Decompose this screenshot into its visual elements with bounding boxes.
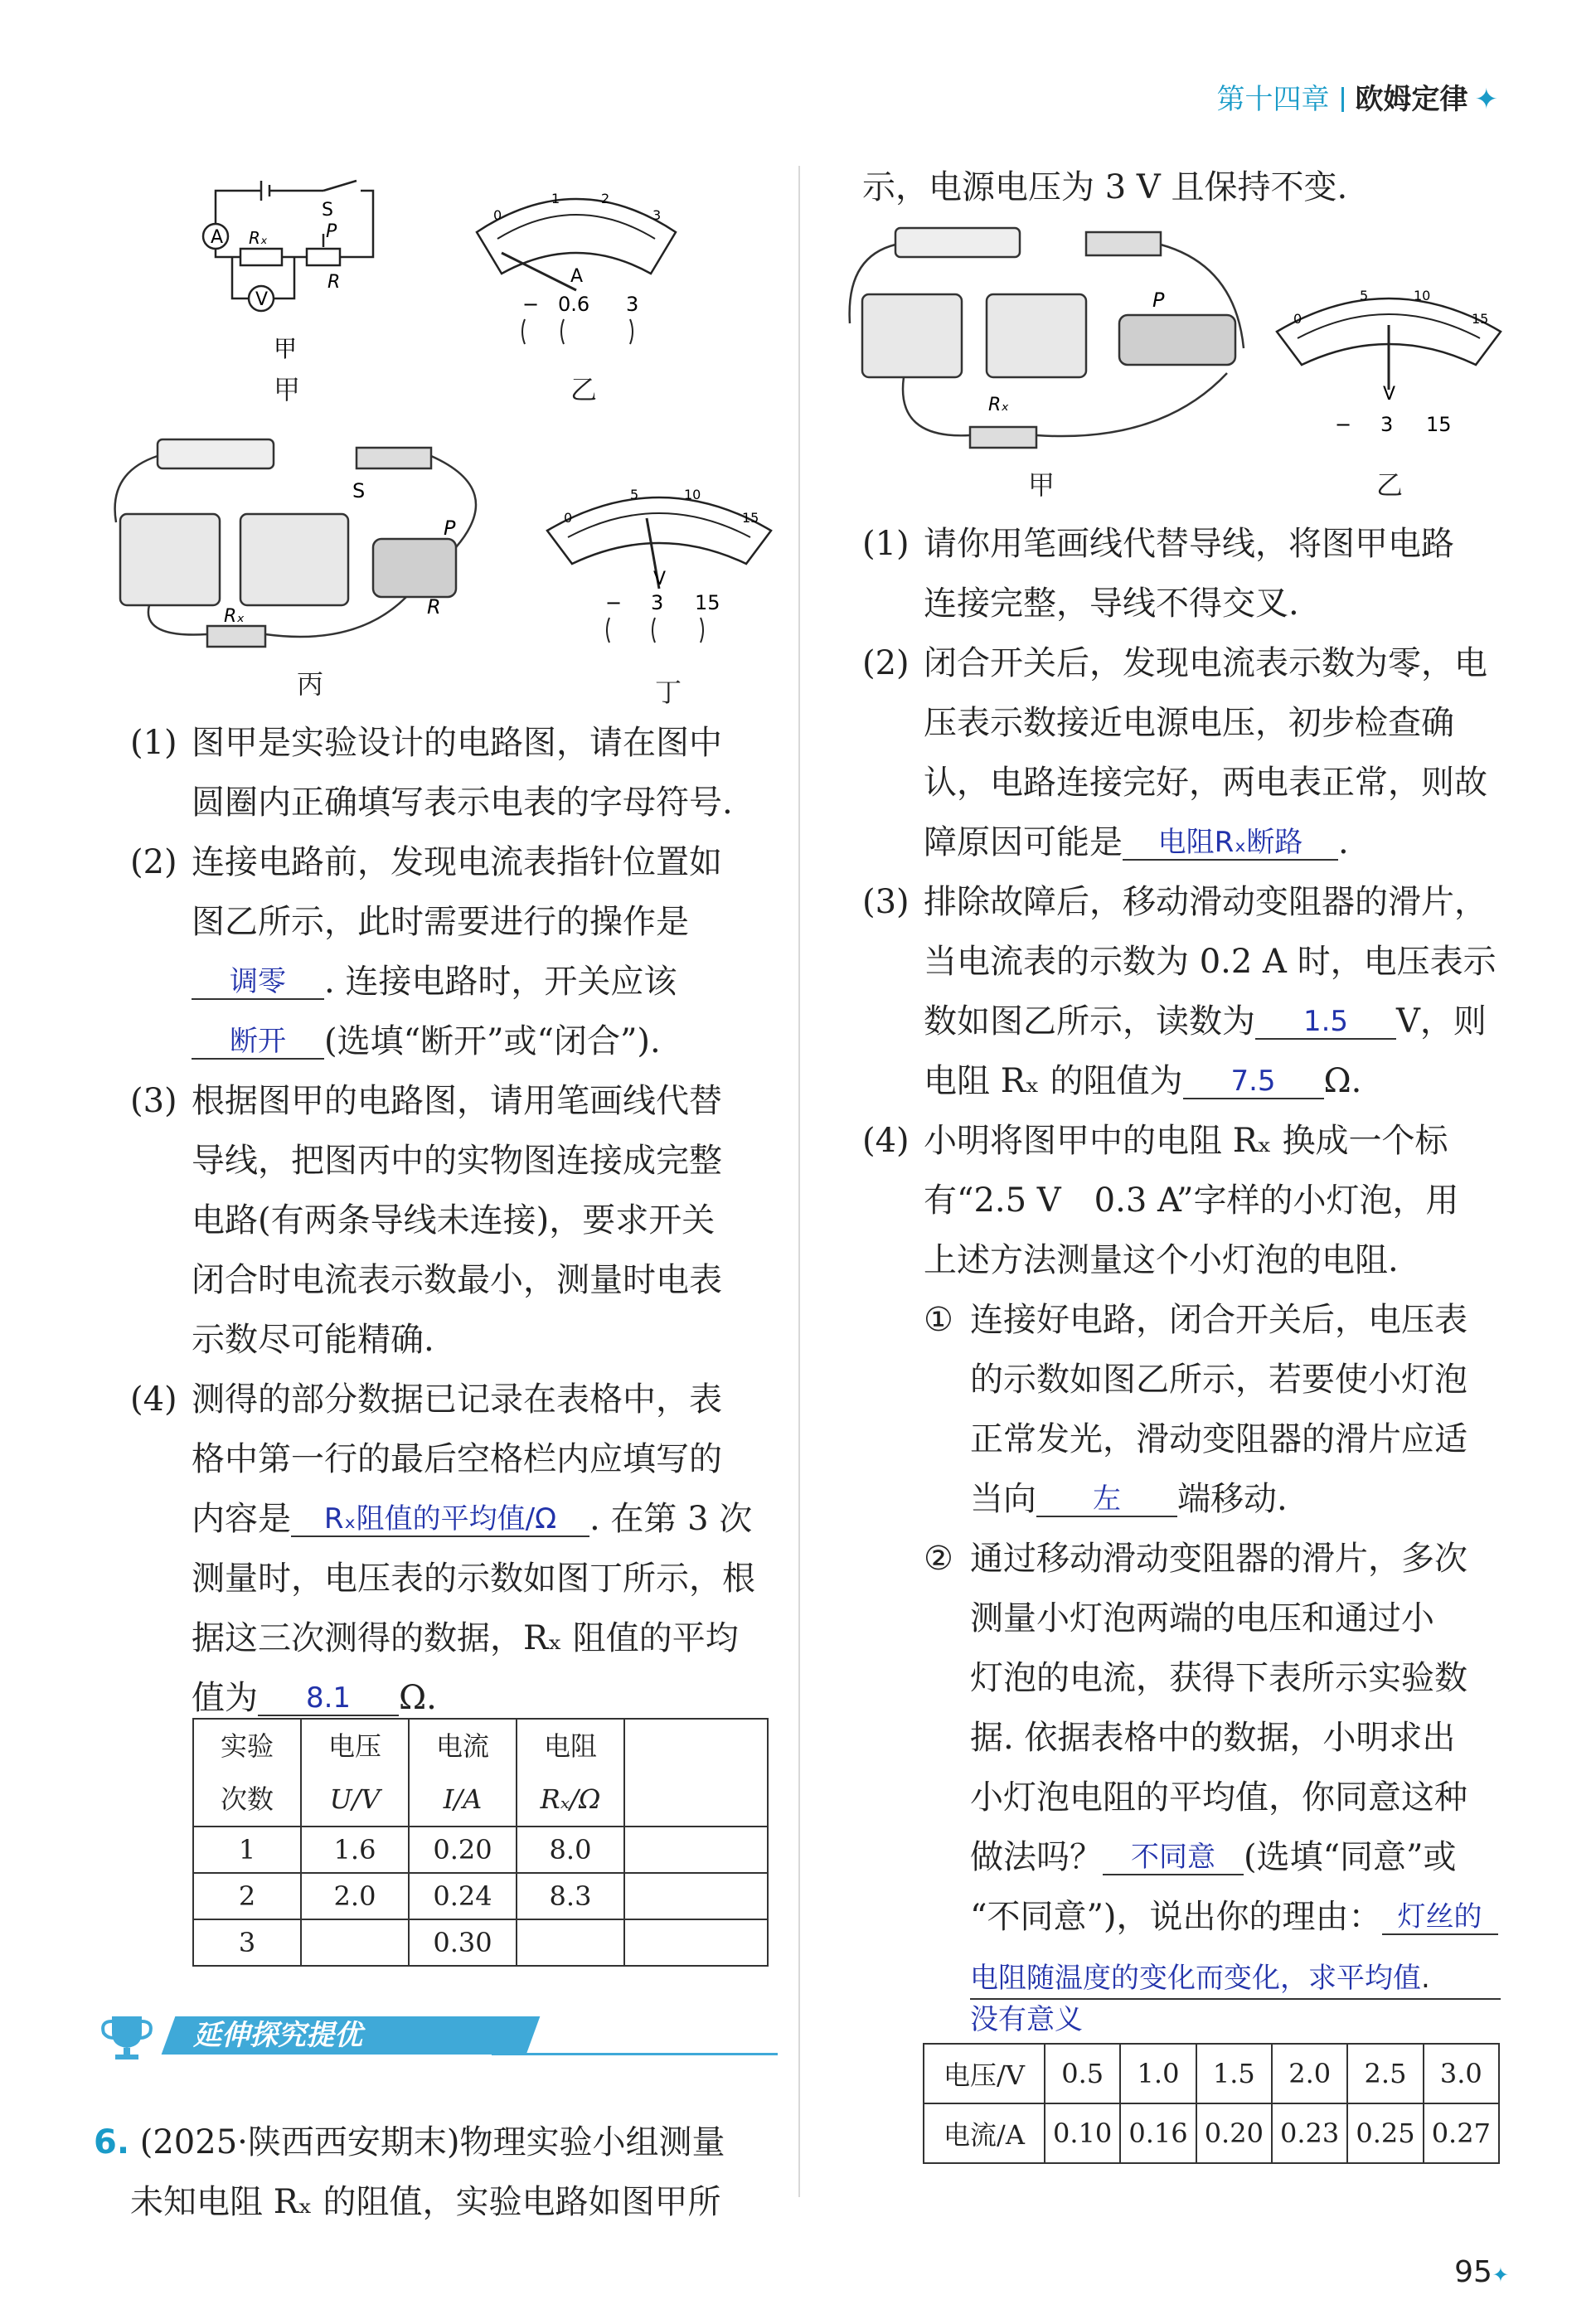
svg-text:0.6: 0.6 bbox=[558, 293, 590, 316]
svg-text:10: 10 bbox=[684, 487, 701, 502]
right-intro: 示，电源电压为 3 V 且保持不变. bbox=[862, 168, 1348, 206]
left-q4: (4) 测得的部分数据已记录在表格中，表 格中第一行的最后空格栏内应填写的 内容是 Rₓ阻值的平均值/Ω . 在第 3 次 测量时，电压表的示数如图丁所示，根 据这三次测得的数据，Rₓ 阻值的平均 值为 8.1 Ω. bbox=[130, 1380, 755, 1717]
table-row: 电压/V 0.5 1.0 1.5 2.0 2.5 3.0 bbox=[924, 2044, 1499, 2103]
sparkle-icon: ✦ bbox=[1474, 83, 1498, 116]
figure-q6-apparatus bbox=[846, 216, 1293, 464]
svg-text:15: 15 bbox=[1426, 413, 1452, 436]
table-row: 电流/A 0.10 0.16 0.20 0.23 0.25 0.27 bbox=[924, 2103, 1499, 2163]
svg-text:15: 15 bbox=[742, 510, 759, 526]
bing-s-label: S bbox=[352, 479, 366, 502]
caption-ding: 丁 bbox=[655, 677, 682, 708]
question-6: 6. (2025·陕西西安期末)物理实验小组测量 未知电阻 Rₓ 的阻值，实验电路如图甲所 bbox=[94, 2123, 725, 2221]
svg-text:3: 3 bbox=[651, 591, 664, 614]
yi-unit-label: A bbox=[570, 266, 584, 287]
chapter-header bbox=[1217, 76, 1499, 117]
caption-bing: 丙 bbox=[297, 668, 324, 700]
svg-text:15: 15 bbox=[1472, 311, 1489, 327]
column-divider bbox=[798, 166, 800, 2197]
svg-text:1: 1 bbox=[551, 191, 560, 206]
right-q4-sub2: ② 通过移动滑动变阻器的滑片，多次 测量小灯泡两端的电压和通过小 灯泡的电流，获得下表所示实验数 据. 依据表格中的数据，小明求出 小灯泡电阻的平均值，你同意这种 做法吗？ 不同意 (选填“同意”或 “不同意”)，说出你的理由： 灯丝的 bbox=[924, 1529, 1554, 1947]
answer-blank[interactable]: 断开 bbox=[192, 1025, 324, 1060]
sparkle-icon: ✦ bbox=[1492, 2263, 1509, 2287]
answer-blank[interactable]: 电阻Rₓ断路 bbox=[1123, 826, 1338, 861]
left-data-table: 实验 次数 电压 U/V 电流 I/A 电阻 Rₓ/Ω 1 1.6 0.20 8.0 2 2.0 0.24 8.3 3 0.30 bbox=[192, 1718, 769, 1967]
right-q3: (3) 排除故障后，移动滑动变阻器的滑片， 当电流表的示数为 0.2 A 时，电压表示 数如图乙所示，读数为 1.5 V，则 电阻 Rₓ 的阻值为 7.5 Ω. bbox=[862, 883, 1497, 1100]
jia-p-label: P bbox=[326, 221, 337, 242]
section-banner bbox=[94, 2010, 778, 2061]
chapter-title: 欧姆定律 bbox=[1355, 83, 1468, 116]
svg-text:3: 3 bbox=[1380, 413, 1394, 436]
page-number: 95✦ bbox=[1454, 2255, 1509, 2289]
svg-text:2: 2 bbox=[601, 191, 610, 206]
right-q1: (1) 请你用笔画线代替导线，将图甲电路 连接完整，导线不得交叉. bbox=[862, 525, 1454, 623]
jia-rx-label: Rₓ bbox=[249, 228, 268, 248]
right-q4: (4) 小明将图甲中的电阻 Rₓ 换成一个标 有“2.5 V 0.3 A”字样的小灯泡，用 上述方法测量这个小灯泡的电阻. bbox=[862, 1122, 1459, 1279]
jia-voltmeter-label: V bbox=[255, 289, 269, 310]
svg-text:0: 0 bbox=[493, 207, 502, 223]
bing-rx-label: Rₓ bbox=[224, 606, 245, 627]
svg-text:5: 5 bbox=[1360, 288, 1369, 303]
banner-title: 延伸探究提优 bbox=[193, 2019, 362, 2052]
answer-blank[interactable]: 灯丝的 bbox=[1382, 1900, 1498, 1935]
caption-q6-jia: 甲 bbox=[1028, 469, 1055, 501]
caption-yi: 乙 bbox=[570, 374, 598, 405]
right-q2: (2) 闭合开关后，发现电流表示数为零，电 压表示数接近电源电压，初步检查确 认，电路连接完好，两电表正常，则故 障原因可能是 电阻Rₓ断路 . bbox=[862, 644, 1487, 861]
answer-blank[interactable]: 调零 bbox=[192, 965, 324, 1000]
svg-text:0: 0 bbox=[564, 510, 573, 526]
answer-blank[interactable]: 7.5 bbox=[1183, 1065, 1324, 1099]
figure-q6-voltmeter bbox=[1269, 274, 1517, 464]
chapter-label: 第十四章 bbox=[1216, 83, 1330, 116]
svg-text:−: − bbox=[1335, 413, 1352, 436]
svg-text:15: 15 bbox=[695, 591, 720, 614]
q6-meter-unit: V bbox=[1383, 384, 1396, 405]
answer-blank[interactable]: 不同意 bbox=[1103, 1841, 1244, 1875]
right-data-table bbox=[923, 2043, 1500, 2164]
table-row: 1 1.6 0.20 8.0 bbox=[193, 1827, 768, 1873]
ding-unit-label: V bbox=[653, 569, 667, 589]
caption-jia: 甲 bbox=[274, 374, 301, 405]
table-row: 3 0.30 bbox=[193, 1919, 768, 1966]
answer-blank[interactable]: 1.5 bbox=[1255, 1005, 1396, 1040]
figure-yi-ammeter bbox=[460, 174, 709, 373]
answer-blank[interactable]: 左 bbox=[1036, 1482, 1177, 1517]
banner-underline bbox=[492, 2053, 778, 2055]
left-q3: (3) 根据图甲的电路图，请用笔画线代替 导线，把图丙中的实物图连接成完整 电路(有两条导线未连接)，要求开关 闭合时电流表示数最小，测量时电表 示数尽可能精确. bbox=[130, 1082, 722, 1359]
jia-ammeter-label: A bbox=[211, 227, 224, 248]
svg-text:5: 5 bbox=[630, 487, 639, 502]
left-q2: (2) 连接电路前，发现电流表指针位置如 图乙所示，此时需要进行的操作是 调零 . 连接电路时，开关应该 断开 (选填“断开”或“闭合”). bbox=[130, 843, 722, 1060]
figure-jia-circuit bbox=[191, 174, 390, 390]
svg-text:−: − bbox=[522, 293, 540, 316]
question-number: 6. bbox=[94, 2123, 130, 2161]
figure-bing-apparatus bbox=[108, 423, 522, 663]
svg-text:3: 3 bbox=[626, 293, 639, 316]
reason-answer: 电阻随温度的变化而变化，求平均值. 没有意义 bbox=[970, 1958, 1501, 2040]
right-q4-sub1: ① 连接好电路，闭合开关后，电压表 的示数如图乙所示，若要使小灯泡 正常发光，滑动变阻器的滑片应适 当向 左 端移动. bbox=[924, 1301, 1467, 1518]
jia-inner-label: 甲 bbox=[274, 335, 298, 362]
jia-r-label: R bbox=[327, 272, 341, 293]
figure-ding-voltmeter bbox=[539, 473, 788, 672]
svg-text:0: 0 bbox=[1293, 311, 1303, 327]
svg-text:−: − bbox=[605, 591, 623, 614]
svg-text:10: 10 bbox=[1414, 288, 1431, 303]
trophy-icon bbox=[94, 2010, 160, 2061]
left-q1: (1) 图甲是实验设计的电路图，请在图中 圆圈内正确填写表示电表的字母符号. bbox=[130, 724, 733, 822]
svg-text:3: 3 bbox=[652, 207, 662, 223]
q6-p-label: P bbox=[1152, 289, 1165, 312]
bing-p-label: P bbox=[444, 517, 456, 540]
answer-blank[interactable]: 8.1 bbox=[258, 1681, 399, 1716]
table-row: 2 2.0 0.24 8.3 bbox=[193, 1873, 768, 1919]
q6-rx-label: Rₓ bbox=[988, 395, 1010, 415]
answer-blank[interactable]: Rₓ阻值的平均值/Ω bbox=[291, 1502, 589, 1537]
bing-r-label: R bbox=[427, 595, 441, 619]
jia-s-label: S bbox=[322, 200, 333, 221]
header-divider bbox=[1341, 87, 1344, 112]
caption-q6-yi: 乙 bbox=[1376, 469, 1404, 501]
